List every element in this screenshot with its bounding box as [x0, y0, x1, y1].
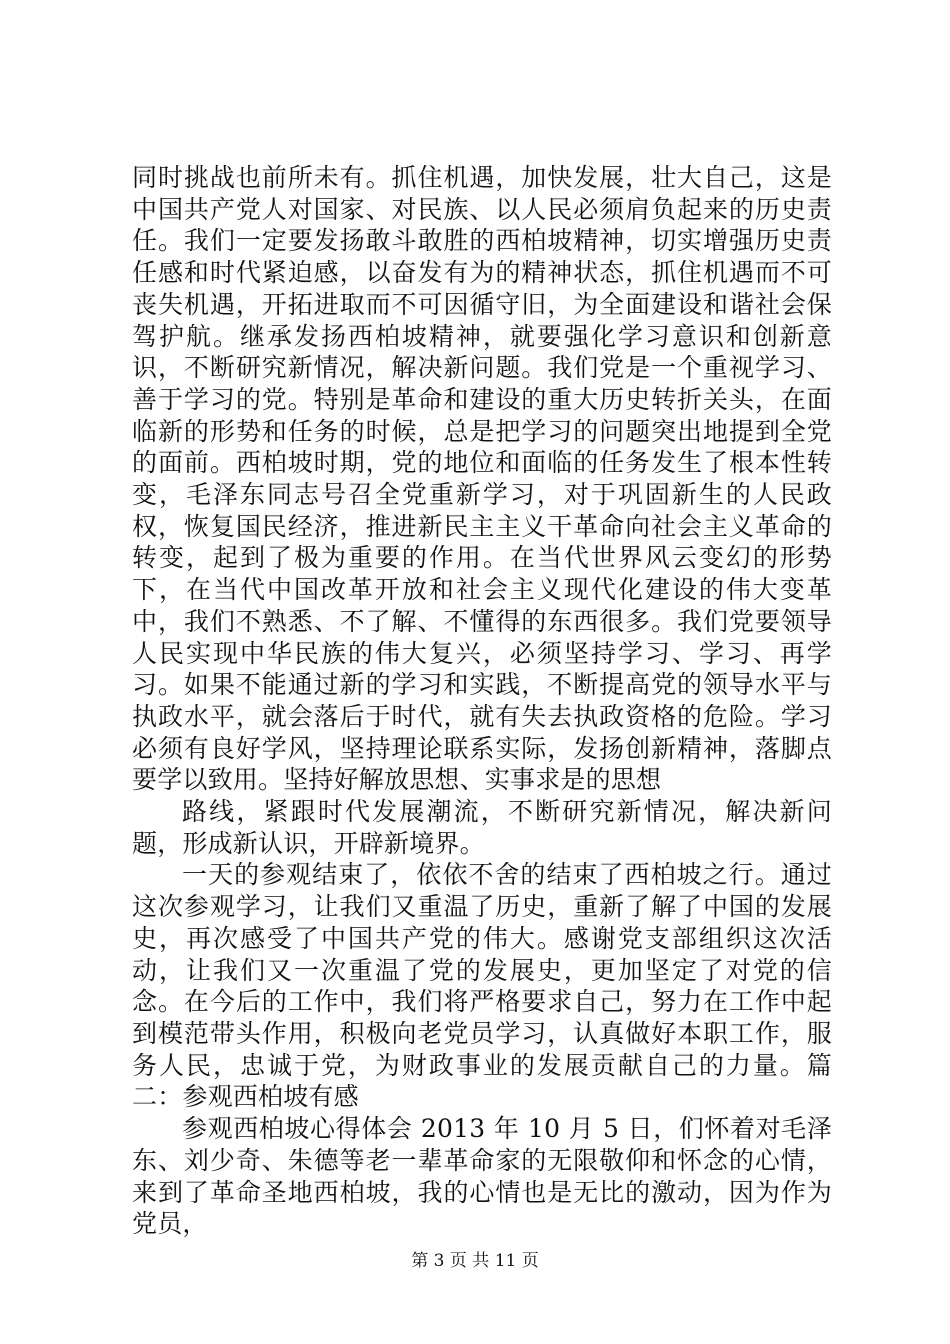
paragraph-2: 路线，紧跟时代发展潮流，不断研究新情况，解决新问题，形成新认识，开辟新境界。 — [132, 797, 832, 858]
paragraph-1: 同时挑战也前所未有。抓住机遇，加快发展，壮大自己，这是中国共产党人对国家、对民族、以人民必须肩负起来的历史责任。我们一定要发扬敢斗敢胜的西柏坡精神，切实增强历史责任感和时代紧迫感，以奋发有为的精神状态，抓住机遇而不可丧失机遇，开拓进取而不可因循守旧，为全面建设和谐社会保驾护航。继承发扬西柏坡精神，就要强化学习意识和创新意识，不断研究新情况，解决新问题。我们党是一个重视学习、善于学习的党。特别是革命和建设的重大历史转折关头，在面临新的形势和任务的时候，总是把学习的问题突出地提到全党的面前。西柏坡时期，党的地位和面临的任务发生了根本性转变，毛泽东同志号召全党重新学习，对于巩固新生的人民政权，恢复国民经济，推进新民主主义干革命向社会主义革命的转变，起到了极为重要的作用。在当代世界风云变幻的形势下，在当代中国改革开放和社会主义现代化建设的伟大变革中，我们不熟悉、不了解、不懂得的东西很多。我们党要领导人民实现中华民族的伟大复兴，必须坚持学习、学习、再学习。如果不能通过新的学习和实践，不断提高党的领导水平与执政水平，就会落后于时代，就有失去执政资格的危险。学习必须有良好学风，坚持理论联系实际，发扬创新精神，落脚点要学以致用。坚持好解放思想、实事求是的思想 — [132, 163, 832, 795]
page-footer: 第 3 页 共 11 页 — [411, 1251, 539, 1271]
body-text — [132, 162, 832, 1240]
paragraph-4: 参观西柏坡心得体会 2013 年 10 月 5 日，们怀着对毛泽东、刘少奇、朱德等老一辈革命家的无限敬仰和怀念的心情，来到了革命圣地西柏坡，我的心情也是无比的激动，因为作为党员， — [132, 1114, 832, 1239]
paragraph-3: 一天的参观结束了，依依不舍的结束了西柏坡之行。通过这次参观学习，让我们又重温了历史，重新了解了中国的发展史，再次感受了中国共产党的伟大。感谢党支部组织这次活动，让我们又一次重温了党的发展史，更加坚定了对党的信念。在今后的工作中，我们将严格要求自己，努力在工作中起到模范带头作用，积极向老党员学习，认真做好本职工作，服务人民，忠诚于党，为财政事业的发展贡献自己的力量。篇二：参观西柏坡有感 — [132, 860, 832, 1112]
